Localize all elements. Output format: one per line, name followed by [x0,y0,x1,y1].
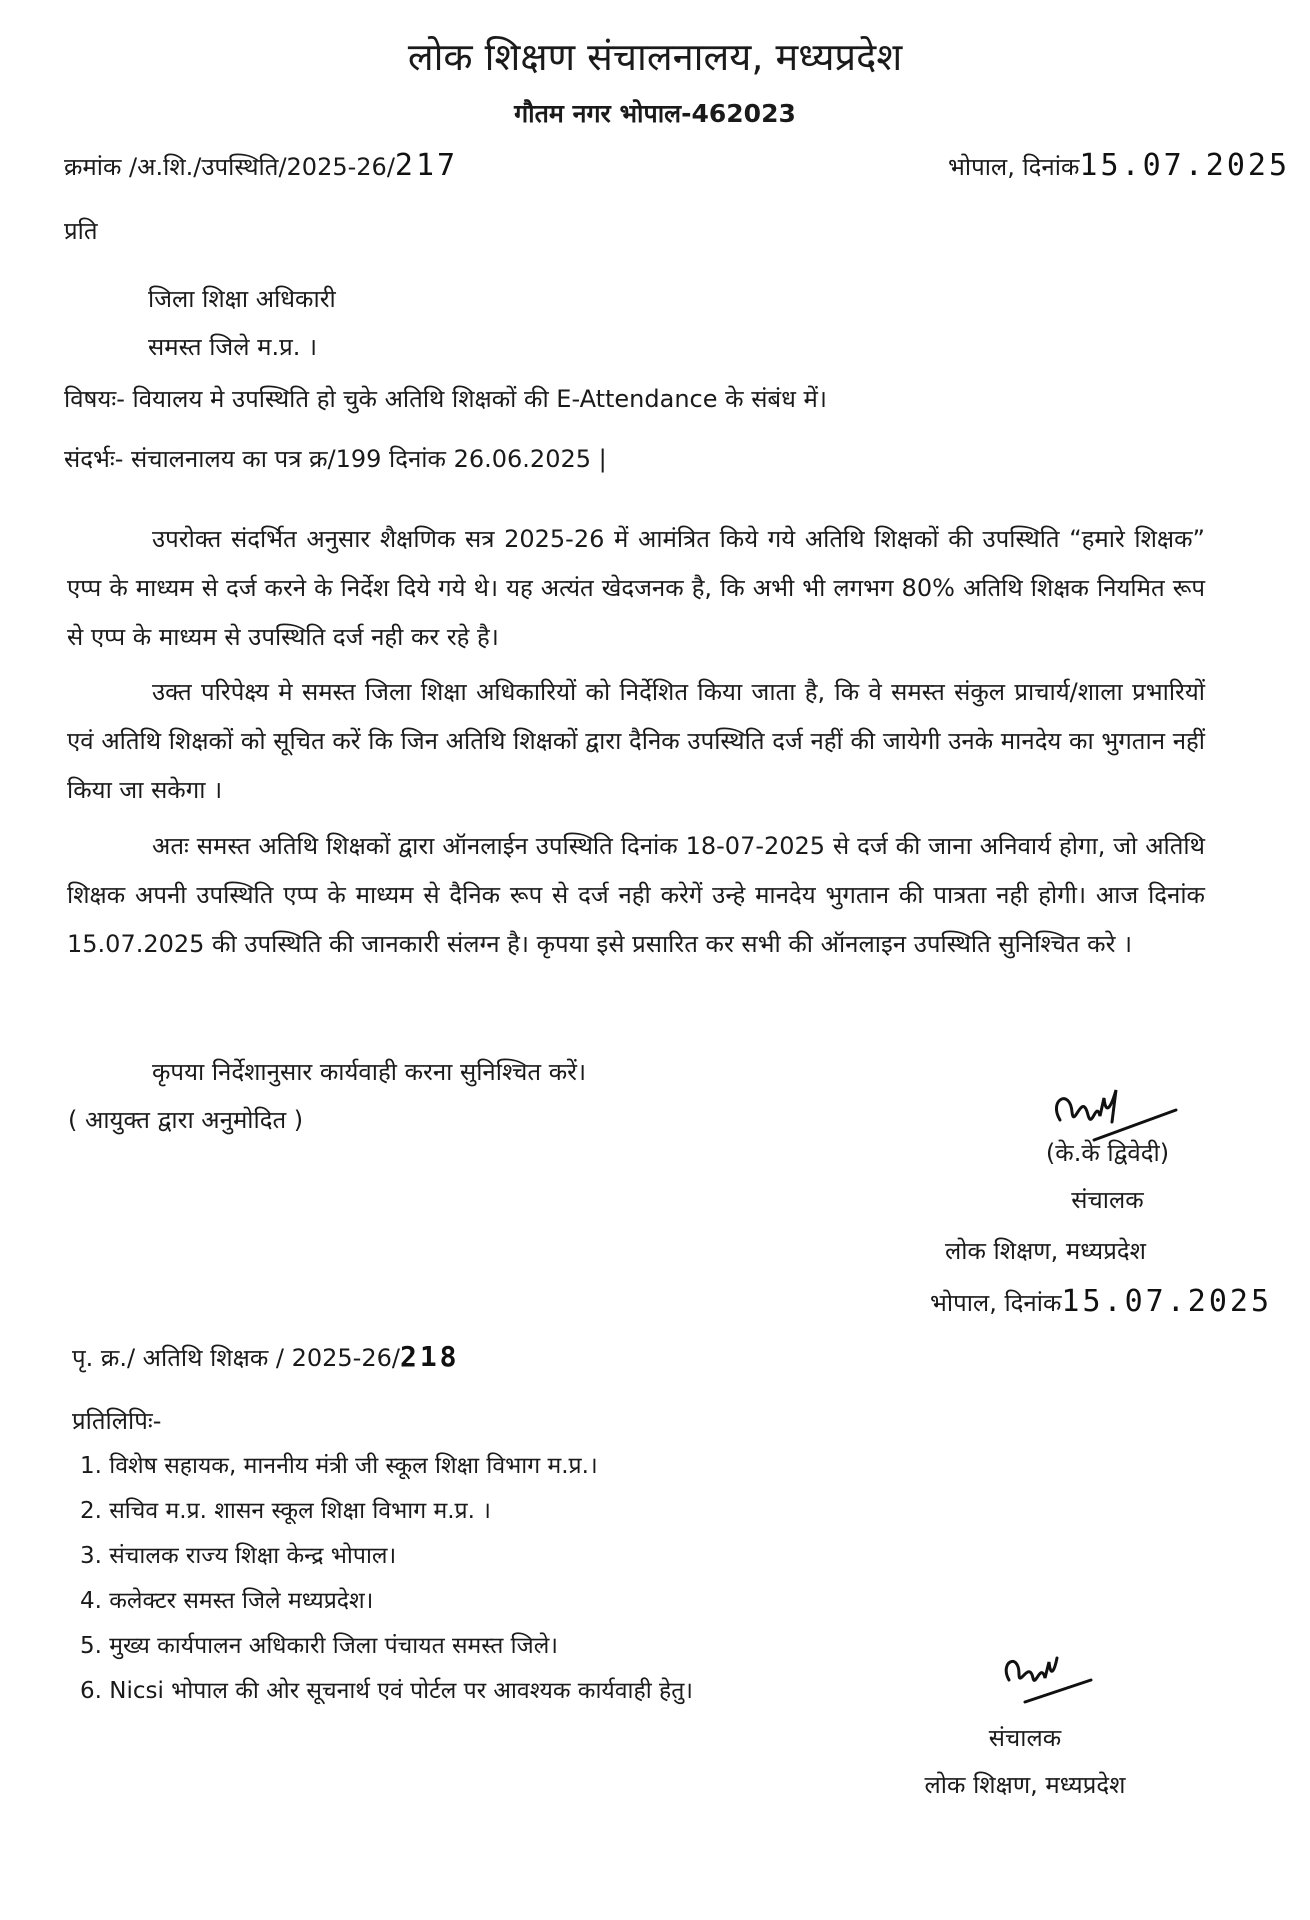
body-paragraph-2: उक्त परिपेक्ष्य मे समस्त जिला शिक्षा अधिकारियों को निर्देशित किया जाता है, कि वे समस्त संकुल प्राचार्य/शाला प्रभारियों एवं अतिथि शिक्षकों को सूचित करें कि जिन अतिथि शिक्षकों द्वारा दैनिक उपस्थिति दर्ज नहीं की जायेगी उनके मानदेय का भुगतान नहीं किया जा सकेगा । [67,678,1205,804]
endorsement-number-printed: पृ. क्र./ अतिथि शिक्षक / 2025-26/ [72,1344,400,1372]
reference-date-printed: भोपाल, दिनांक [948,153,1080,181]
reference-date-handwritten: 15.07.2025 [1079,148,1291,183]
prati-label: प्रति [64,217,98,245]
signature-block-2 [900,1715,1150,1809]
addressee-line-2: समस्त जिले म.प्र. । [148,333,318,361]
signatory-office-2: लोक शिक्षण, मध्यप्रदेश [924,1771,1126,1799]
reference-date [948,148,1290,183]
endorsement-number [72,1340,460,1374]
copy-to-item: 4. कलेक्टर समस्त जिले मध्यप्रदेश। [80,1588,374,1614]
signature-block-1 [985,1130,1230,1224]
reference-number-handwritten: 217 [394,148,459,183]
endorsement-number-handwritten: 218 [399,1340,460,1373]
copy-to-item: 3. संचालक राज्य शिक्षा केन्द्र भोपाल। [80,1543,397,1569]
subject-line: विषयः- वियालय मे उपस्थिति हो चुके अतिथि शिक्षकों की E-Attendance के संबंध में। [64,385,827,413]
reference-number-printed: क्रमांक /अ.शि./उपस्थिति/2025-26/ [64,153,395,181]
copy-to-item: 2. सचिव म.प्र. शासन स्कूल शिक्षा विभाग म.प्र. । [80,1498,491,1524]
director-signature-2 [995,1640,1105,1720]
signature-date-printed: भोपाल, दिनांक [930,1289,1062,1317]
signature-date-handwritten: 15.07.2025 [1061,1284,1273,1319]
signatory-office: लोक शिक्षण, मध्यप्रदेश [945,1237,1146,1265]
body-paragraph-4: कृपया निर्देशानुसार कार्यवाही करना सुनिश्चित करें। [152,1058,587,1086]
signature-date-1 [930,1284,1272,1319]
reference-number [64,148,458,183]
signatory-designation-2: संचालक [988,1724,1062,1752]
body-paragraph-3: अतः समस्त अतिथि शिक्षकों द्वारा ऑनलाईन उपस्थिति दिनांक 18-07-2025 से दर्ज की जाना अनिवार्य होगा, जो अतिथि शिक्षक अपनी उपस्थिति एप्प के माध्यम से दैनिक रूप से दर्ज नही करेगें उन्हे मानदेय भुगतान की पात्रता नही होगी। आज दिनांक 15.07.2025 की उपस्थिति की जानकारी संलग्न है। कृपया इसे प्रसारित कर सभी की ऑनलाइन उपस्थिति सुनिश्चित करे । [67,832,1205,958]
office-address: गौतम नगर भोपाल-462023 [514,99,796,128]
signatory-designation: संचालक [1071,1186,1144,1214]
office-title: लोक शिक्षण संचालनालय, मध्यप्रदेश [407,35,903,79]
copy-to-list [80,1444,693,1714]
signatory-name: (के.के द्विवेदी) [1045,1139,1170,1167]
copy-to-heading: प्रतिलिपिः- [72,1407,162,1435]
copy-to-item: 5. मुख्य कार्यपालन अधिकारी जिला पंचायत समस्त जिले। [80,1633,559,1659]
reference-letter-line: संदर्भः- संचालनालय का पत्र क्र/199 दिनांक 26.06.2025 | [64,445,607,473]
body-paragraph-1: उपरोक्त संदर्भित अनुसार शैक्षणिक सत्र 2025-26 में आमंत्रित किये गये अतिथि शिक्षकों की उपस्थिति “हमारे शिक्षक” एप्प के माध्यम से दर्ज करने के निर्देश दिये गये थे। यह अत्यंत खेदजनक है, कि अभी भी लगभग 80% अतिथि शिक्षक नियमित रूप से एप्प के माध्यम से उपस्थिति दर्ज नही कर रहे है। [67,525,1205,651]
copy-to-item: 1. विशेष सहायक, माननीय मंत्री जी स्कूल शिक्षा विभाग म.प्र.। [80,1453,598,1479]
copy-to-item: 6. Nicsi भोपाल की ओर सूचनार्थ एवं पोर्टल पर आवश्यक कार्यवाही हेतु। [80,1678,694,1704]
addressee-line-1: जिला शिक्षा अधिकारी [148,285,336,313]
approval-note: ( आयुक्त द्वारा अनुमोदित ) [68,1106,304,1134]
